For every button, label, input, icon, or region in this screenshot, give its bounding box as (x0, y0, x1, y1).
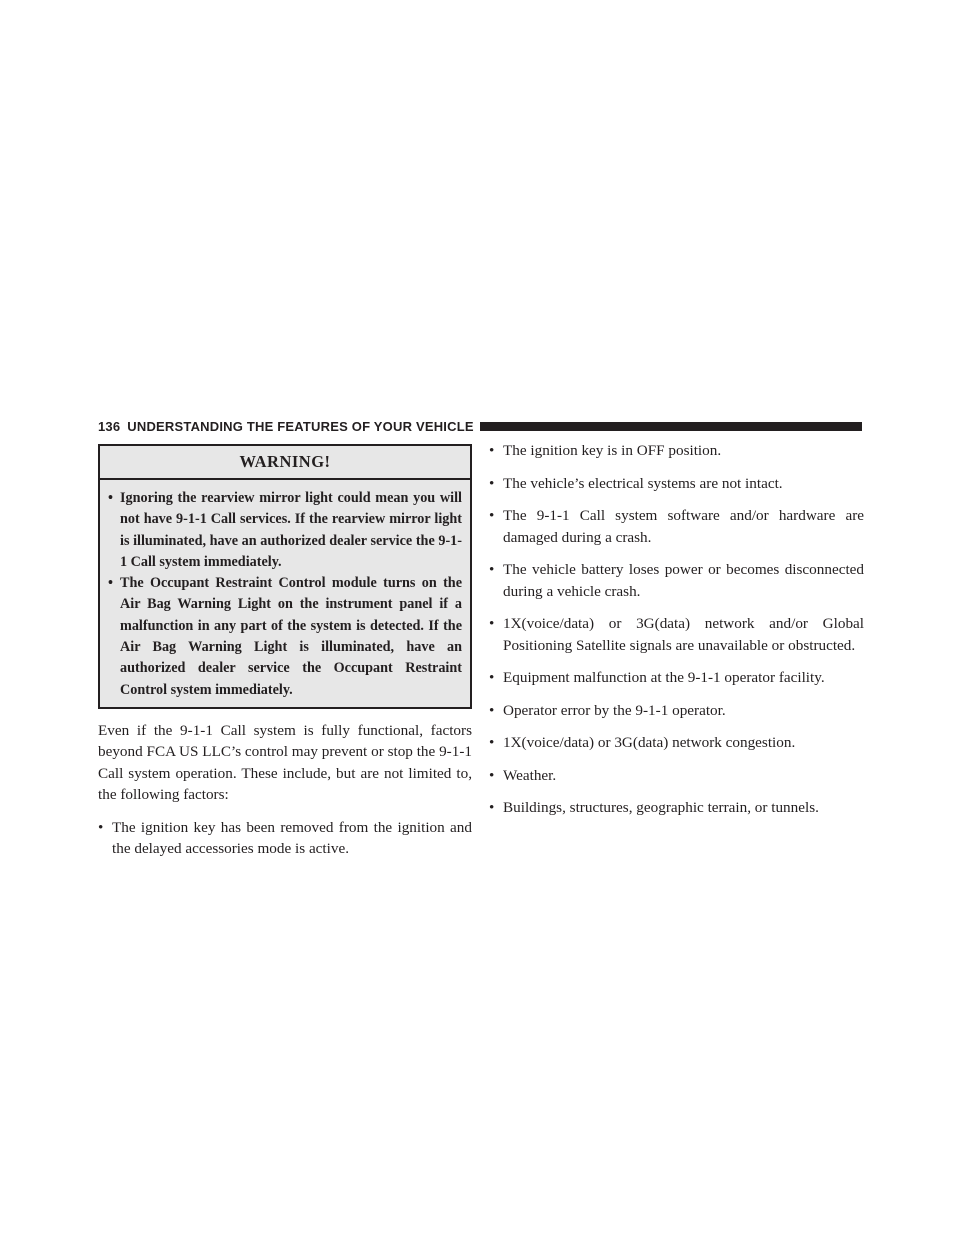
right-column (489, 440, 864, 830)
page-number: 136 (98, 418, 121, 434)
list-item-text: 1X(voice/data) or 3G(data) network congestion. (503, 734, 796, 751)
list-item-text: The 9-1-1 Call system software and/or hardware are damaged during a crash. (503, 507, 864, 546)
list-item-text: Buildings, structures, geographic terrain, or tunnels. (503, 799, 819, 816)
bullet-icon: • (489, 507, 495, 524)
intro-paragraph: Even if the 9-1-1 Call system is fully functional, factors beyond FCA US LLC’s control may prevent or stop the 9-1-1 Call system operation. These include, but are not limited to, the following factors: (98, 721, 472, 804)
bullet-icon: • (108, 490, 113, 506)
list-item-text: The vehicle battery loses power or becomes disconnected during a vehicle crash. (503, 561, 864, 600)
bullet-icon: • (108, 575, 113, 592)
bullet-icon: • (489, 669, 495, 686)
bullet-icon: • (489, 799, 495, 816)
list-item (489, 667, 864, 689)
list-item (489, 559, 864, 602)
warning-body (100, 480, 470, 707)
bullet-icon: • (489, 561, 495, 578)
section-title: UNDERSTANDING THE FEATURES OF YOUR VEHICLE (127, 418, 474, 434)
list-item-text: The vehicle’s electrical systems are not intact. (503, 474, 783, 492)
bullet-icon: • (489, 474, 495, 492)
bullet-icon: • (489, 442, 495, 459)
page-header (98, 415, 862, 437)
bullet-icon: • (489, 766, 495, 784)
list-item (489, 613, 864, 656)
bullet-icon: • (489, 701, 495, 719)
bullet-icon: • (489, 615, 495, 632)
list-item-text: The ignition key has been removed from the ignition and the delayed accessories mode is active. (112, 818, 472, 858)
warning-title: WARNING! (100, 446, 470, 480)
list-item-text: 1X(voice/data) or 3G(data) network and/or Global Positioning Satellite signals are unavailable or obstructed. (503, 615, 864, 654)
bullet-icon: • (98, 818, 104, 836)
list-item (489, 732, 864, 754)
list-item-text: The ignition key is in OFF position. (503, 442, 722, 459)
list-item-text: Equipment malfunction at the 9-1-1 operator facility. (503, 669, 825, 686)
warning-box (98, 444, 472, 709)
left-column (98, 444, 472, 871)
list-item (489, 440, 864, 462)
list-item-text: Operator error by the 9-1-1 operator. (503, 701, 726, 719)
list-item (489, 765, 864, 787)
list-item (489, 473, 864, 495)
list-item-text: Weather. (503, 766, 557, 784)
warning-item-text: The Occupant Restraint Control module turns on the Air Bag Warning Light on the instrument panel if a malfunction in any part of the system is detected. If the Air Bag Warning Light is illuminated, have an authorized dealer service the Occupant Restraint Control system immediately. (120, 575, 462, 698)
warning-item (108, 573, 462, 701)
warning-item-text: Ignoring the rearview mirror light could mean you will not have 9-1-1 Call services. If the rearview mirror light is illuminated, have an authorized dealer service the 9-1-1 Call system immediately. (120, 490, 462, 570)
list-item (489, 700, 864, 722)
list-item (98, 817, 472, 860)
list-item (489, 797, 864, 819)
bullet-icon: • (489, 734, 495, 751)
warning-item (108, 488, 462, 573)
list-item (489, 505, 864, 548)
header-rule (480, 422, 862, 431)
